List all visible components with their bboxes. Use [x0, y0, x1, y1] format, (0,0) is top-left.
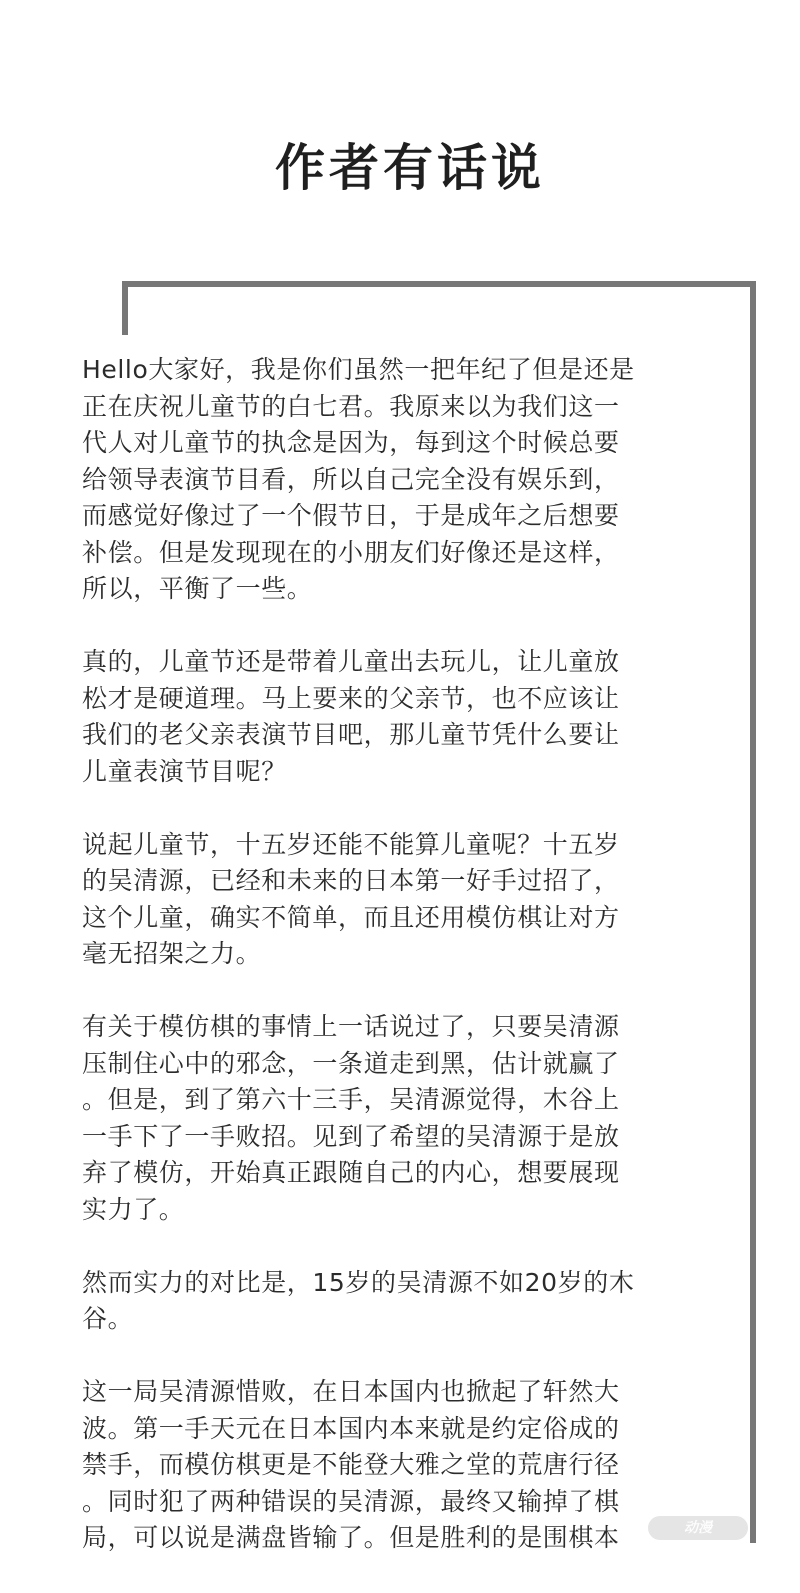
text-line: 正在庆祝儿童节的白七君。我原来以为我们这一: [82, 391, 620, 421]
text-line: 松才是硬道理。马上要来的父亲节，也不应该让: [82, 683, 620, 713]
text-line: 谷。: [82, 1304, 134, 1333]
paragraph-1: [82, 352, 732, 608]
frame-right-border: [750, 281, 756, 1543]
text-line: Hello大家好，我是你们虽然一把年纪了但是还是: [82, 355, 635, 384]
text-line: 实力了。: [82, 1194, 185, 1224]
text-line: 我们的老父亲表演节目吧，那儿童节凭什么要让: [82, 720, 620, 749]
text-line: 毫无招架之力。: [82, 939, 262, 968]
text-line: 所以，平衡了一些。: [82, 574, 313, 603]
text-line: 的吴清源，已经和未来的日本第一好手过招了，: [82, 866, 620, 895]
paragraph-5: [82, 1265, 732, 1338]
page-title: 作者有话说: [275, 138, 545, 197]
text-line: 真的，儿童节还是带着儿童出去玩儿，让儿童放: [82, 647, 620, 676]
text-line: 补偿。但是发现现在的小朋友们好像还是这样，: [82, 537, 620, 567]
paragraph-6: [82, 1374, 732, 1557]
text-line: 局，可以说是满盘皆输了。但是胜利的是围棋本: [82, 1523, 620, 1552]
text-line: 说起儿童节，十五岁还能不能算儿童呢？十五岁: [82, 829, 620, 859]
paragraph-3: [82, 827, 732, 973]
text-line: 而感觉好像过了一个假节日，于是成年之后想要: [82, 501, 620, 530]
text-line: 这个儿童，确实不简单，而且还用模仿棋让对方: [82, 902, 620, 932]
text-line: 给领导表演节目看，所以自己完全没有娱乐到，: [82, 464, 620, 494]
text-line: 有关于模仿棋的事情上一话说过了，只要吴清源: [82, 1012, 620, 1041]
text-line: 压制住心中的邪念，一条道走到黑，估计就赢了: [82, 1048, 620, 1078]
text-line: 。同时犯了两种错误的吴清源，最终又输掉了棋: [82, 1486, 620, 1516]
author-note-body: [82, 352, 732, 1593]
text-line: 波。第一手天元在日本国内本来就是约定俗成的: [82, 1413, 620, 1443]
paragraph-2: [82, 644, 732, 790]
paragraph-4: [82, 1009, 732, 1228]
frame-left-border: [122, 281, 128, 335]
text-line: 。但是，到了第六十三手，吴清源觉得，木谷上: [82, 1085, 620, 1114]
text-line: 儿童表演节目呢？: [82, 756, 287, 786]
text-line: 一手下了一手败招。见到了希望的吴清源于是放: [82, 1121, 620, 1151]
text-line: 然而实力的对比是，15岁的吴清源不如20岁的木: [82, 1267, 635, 1297]
frame-top-border: [122, 281, 756, 287]
text-line: 这一局吴清源惜败，在日本国内也掀起了轩然大: [82, 1377, 620, 1406]
text-line: 禁手，而模仿棋更是不能登大雅之堂的荒唐行径: [82, 1450, 620, 1479]
site-watermark: 动漫: [648, 1516, 748, 1540]
text-line: 代人对儿童节的执念是因为，每到这个时候总要: [82, 428, 620, 457]
text-line: 弃了模仿，开始真正跟随自己的内心，想要展现: [82, 1158, 620, 1187]
